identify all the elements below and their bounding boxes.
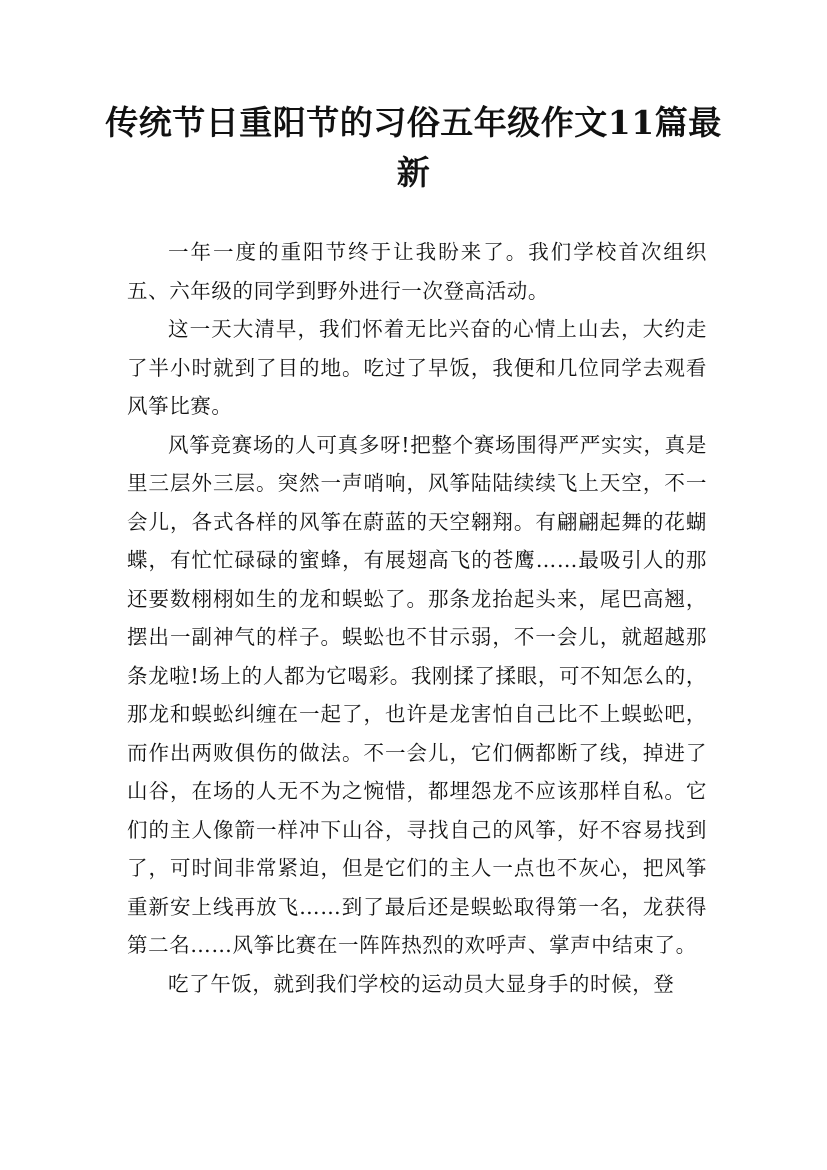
paragraph-4: 吃了午饭，就到我们学校的运动员大显身手的时候，登 [168, 971, 675, 996]
paragraph-2: 这一天大清早，我们怀着无比兴奋的心情上山去，大约走了半小时就到了目的地。吃过了早饭，我便和几位同学去观看风筝比赛。 [127, 317, 707, 418]
document-body [127, 233, 707, 1003]
paragraph-3: 风筝竞赛场的人可真多呀!把整个赛场围得严严实实，真是里三层外三层。突然一声哨响，风筝陆陆续续飞上天空，不一会儿，各式各样的风筝在蔚蓝的天空翱翔。有翩翩起舞的花蝴蝶，有忙忙碌碌的蜜蜂，有展翅高飞的苍鹰……最吸引人的那还要数栩栩如生的龙和蜈蚣了。那条龙抬起头来，尾巴高翘，摆出一副神气的样子。蜈蚣也不甘示弱，不一会儿，就超越那条龙啦!场上的人都为它喝彩。我刚揉了揉眼，可不知怎么的，那龙和蜈蚣纠缠在一起了，也许是龙害怕自己比不上蜈蚣吧，而作出两败俱伤的做法。不一会儿，它们俩都断了线，掉进了山谷，在场的人无不为之惋惜，都埋怨龙不应该那样自私。它们的主人像箭一样冲下山谷，寻找自己的风筝，好不容易找到了，可时间非常紧迫，但是它们的主人一点也不灰心，把风筝重新安上线再放飞……到了最后还是蜈蚣取得第一名，龙获得第二名……风筝比赛在一阵阵热烈的欢呼声、掌声中结束了。 [127, 432, 707, 957]
document-title: 传统节日重阳节的习俗五年级作文11篇最新 [105, 103, 722, 192]
paragraph-1: 一年一度的重阳节终于让我盼来了。我们学校首次组织五、六年级的同学到野外进行一次登高活动。 [127, 240, 707, 303]
